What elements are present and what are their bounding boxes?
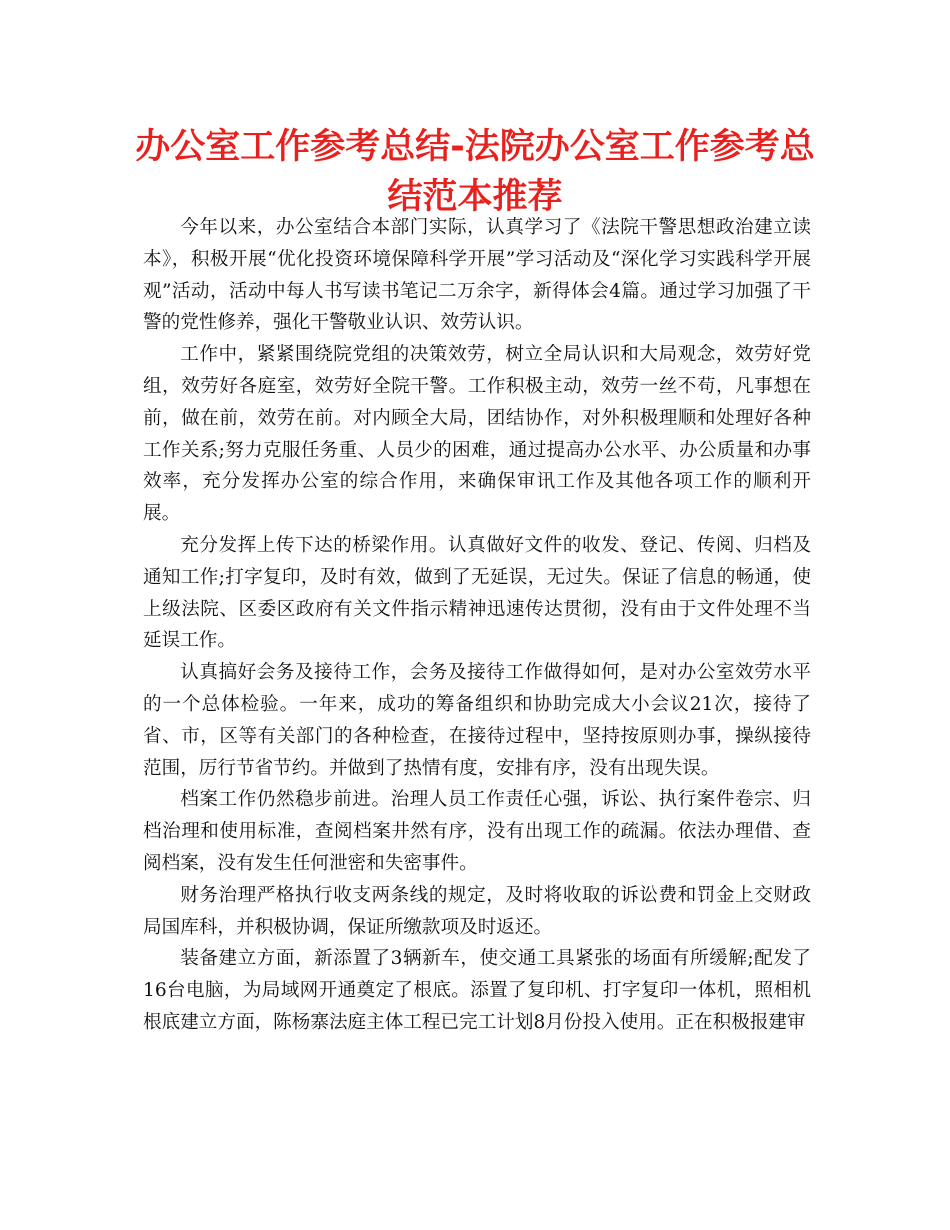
paragraph: 财务治理严格执行收支两条线的规定，及时将收取的诉讼费和罚金上交财政局国库科，并积极协调，保证所缴款项及时返还。 — [143, 884, 811, 938]
paragraph: 认真搞好会务及接待工作，会务及接待工作做得如何，是对办公室效劳水平的一个总体检验。一年来，成功的筹备组织和协助完成大小会议21次，接待了省、市，区等有关部门的各种检查，在接待过程中，坚持按原则办事，操纵接待范围，厉行节省节约。并做到了热情有度，安排有序，没有出现失误。 — [143, 662, 811, 779]
paragraph: 今年以来，办公室结合本部门实际，认真学习了《法院干警思想政治建立读本》，积极开展“优化投资环境保障科学开展”学习活动及“深化学习实践科学开展观”活动，活动中每人书写读书笔记二万余字，新得体会4篇。通过学习加强了干警的党性修养，强化干警敬业认识、效劳认识。 — [143, 217, 811, 334]
paragraph: 充分发挥上传下达的桥梁作用。认真做好文件的收发、登记、传阅、归档及通知工作;打字复印，及时有效，做到了无延误，无过失。保证了信息的畅通，使上级法院、区委区政府有关文件指示精神迅速传达贯彻，没有由于文件处理不当延误工作。 — [143, 534, 811, 652]
document-title: 办公室工作参考总结-法院办公室工作参考总结范本推荐 — [135, 127, 815, 217]
document-body — [143, 212, 811, 1039]
paragraph: 工作中，紧紧围绕院党组的决策效劳，树立全局认识和大局观念，效劳好党组，效劳好各庭室，效劳好全院干警。工作积极主动，效劳一丝不苟，凡事想在前，做在前，效劳在前。对内顾全大局，团结协作，对外积极理顺和处理好各种工作关系;努力克服任务重、人员少的困难，通过提高办公水平、办公质量和办事效率，充分发挥办公室的综合作用，来确保审讯工作及其他各项工作的顺利开展。 — [143, 344, 811, 525]
paragraph: 档案工作仍然稳步前进。治理人员工作责任心强，诉讼、执行案件卷宗、归档治理和使用标准，查阅档案井然有序，没有出现工作的疏漏。依法办理借、查阅档案，没有发生任何泄密和失密事件。 — [143, 789, 811, 874]
paragraph: 装备建立方面，新添置了3辆新车，使交通工具紧张的场面有所缓解;配发了16台电脑，为局域网开通奠定了根底。添置了复印机、打字复印一体机，照相机根底建立方面，陈杨寨法庭主体工程已完工计划8月份投入使用。正在积极报建审 — [143, 948, 811, 1033]
